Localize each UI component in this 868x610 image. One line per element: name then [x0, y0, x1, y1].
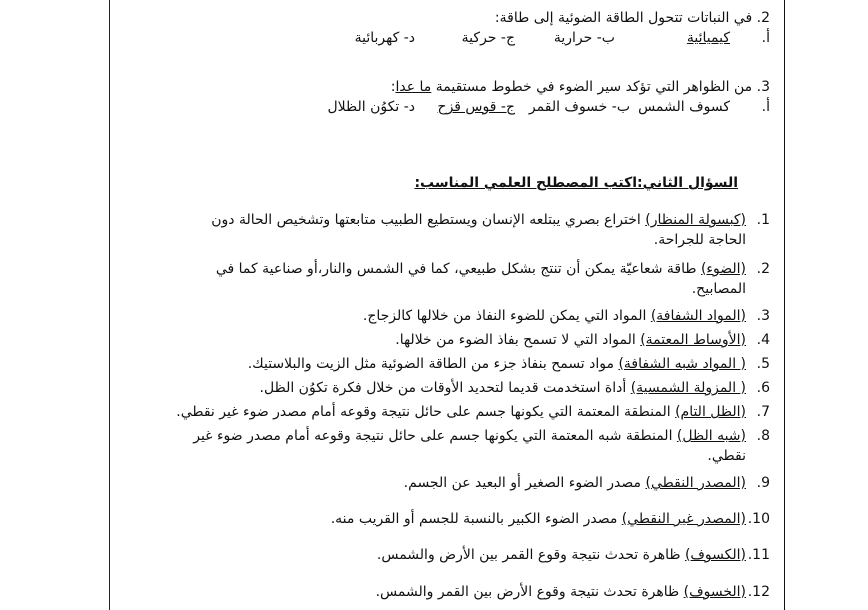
term-number: 8.: [756, 428, 770, 444]
option-a: كيميائية: [686, 30, 730, 46]
term-label: (الكسوف): [684, 547, 746, 563]
option-b: ب- حرارية: [553, 30, 615, 46]
term-definition: ظاهرة تحدث نتيجة وقوع القمر بين الأرض والشمس.: [376, 547, 685, 563]
term-item-10: [150, 509, 770, 529]
option-b: ب- خسوف القمر: [528, 99, 630, 115]
term-definition-continued: نقطي.: [707, 448, 746, 464]
term-number: 5.: [756, 356, 770, 372]
question-2-marker: أ.: [761, 30, 770, 46]
term-item-5: [150, 354, 770, 374]
term-number: 7.: [756, 404, 770, 420]
term-definition: المواد التي يمكن للضوء النفاذ من خلالها كالزجاج.: [362, 308, 651, 324]
question-3-colon: :: [390, 79, 396, 95]
option-c: ج- قوس قزح: [437, 99, 515, 115]
term-item-8: [150, 426, 770, 466]
question-3-marker: أ.: [761, 99, 770, 115]
option-a: كسوف الشمس: [638, 99, 730, 115]
section-2-heading: السؤال الثاني:اكتب المصطلح العلمي المناسب:: [414, 175, 738, 191]
term-number: 3.: [756, 308, 770, 324]
question-2-text: في النباتات تتحول الطاقة الضوئية إلى طاقة:: [494, 10, 753, 26]
term-number: 9.: [756, 475, 770, 491]
term-number: 10.: [747, 511, 770, 527]
term-definition: المنطقة المعتمة التي يكونها جسم على حائل نتيجة وقوعه أمام مصدر ضوء غير نقطي.: [176, 404, 676, 420]
question-2: [130, 9, 770, 48]
term-item-12: [150, 582, 770, 602]
term-definition: أداة استخدمت قديما لتحديد الأوقات من خلال فكرة تكوُن الظل.: [259, 380, 631, 396]
term-label: (الضوء): [700, 261, 746, 277]
term-label: (شبه الظل): [676, 428, 746, 444]
term-definition: مواد تسمح بنفاذ جزء من الطاقة الضوئية مثل الزيت والبلاستيك.: [247, 356, 619, 372]
term-item-11: [150, 545, 770, 565]
term-item-7: [150, 402, 770, 422]
right-border-line: [784, 0, 785, 610]
left-border-line: [109, 0, 110, 610]
term-item-6: [150, 378, 770, 398]
term-label: (المواد الشفافة): [650, 308, 746, 324]
term-label: (الخسوف): [683, 584, 746, 600]
term-label: ( المواد شبه الشفافة): [618, 356, 746, 372]
option-d: د- كهربائية: [354, 30, 415, 46]
term-label: (الظل التام): [675, 404, 746, 420]
term-item-3: [150, 306, 770, 326]
term-definition: اختراع بصري يبتلعه الإنسان ويستطيع الطبيب متابعتها وتشخيص الحالة دون: [211, 212, 646, 228]
term-number: 2.: [756, 261, 770, 277]
term-number: 12.: [747, 584, 770, 600]
term-definition: ظاهرة تحدث نتيجة وقوع الأرض بين القمر والشمس.: [375, 584, 684, 600]
term-definition: طاقة شعاعيّة يمكن أن تنتج بشكل طبيعي، كما في الشمس والنار،أو صناعية كما في: [215, 261, 701, 277]
term-label: (كبسولة المنظار): [645, 212, 746, 228]
option-c: ج- حركية: [461, 30, 515, 46]
question-2-options: [130, 29, 770, 48]
term-number: 1.: [756, 212, 770, 228]
question-3-text: من الظواهر التي تؤكد سير الضوء في خطوط مستقيمة: [431, 79, 753, 95]
term-definition: المنطقة شبه المعتمة التي يكونها جسم على حائل نتيجة وقوعه أمام مصدر ضوء غير: [193, 428, 677, 444]
term-item-1: [150, 210, 770, 250]
term-definition-continued: المصابيح.: [691, 281, 746, 297]
term-label: (المصدر غير النقطي): [621, 511, 746, 527]
term-definition-continued: الحاجة للجراحة.: [653, 232, 746, 248]
question-3-number: 3.: [756, 79, 770, 95]
question-3-underlined: ما عدا: [395, 79, 432, 95]
term-definition: المواد التي لا تسمح بفاذ الضوء من خلالها.: [395, 332, 641, 348]
term-label: (الأوساط المعتمة): [640, 332, 746, 348]
term-label: ( المزولة الشمسية): [630, 380, 746, 396]
question-3-options: [130, 98, 770, 117]
term-definition: مصدر الضوء الصغير أو البعيد عن الجسم.: [403, 475, 646, 491]
term-label: (المصدر النقطي): [645, 475, 746, 491]
option-d: د- تكوُن الظلال: [327, 99, 415, 115]
term-definition: مصدر الضوء الكبير بالنسبة للجسم أو القريب منه.: [330, 511, 622, 527]
question-2-number: 2.: [756, 10, 770, 26]
term-item-4: [150, 330, 770, 350]
term-number: 6.: [756, 380, 770, 396]
term-number: 11.: [747, 547, 770, 563]
term-item-9: [150, 473, 770, 493]
term-number: 4.: [756, 332, 770, 348]
question-3: [130, 78, 770, 117]
term-item-2: [150, 259, 770, 299]
